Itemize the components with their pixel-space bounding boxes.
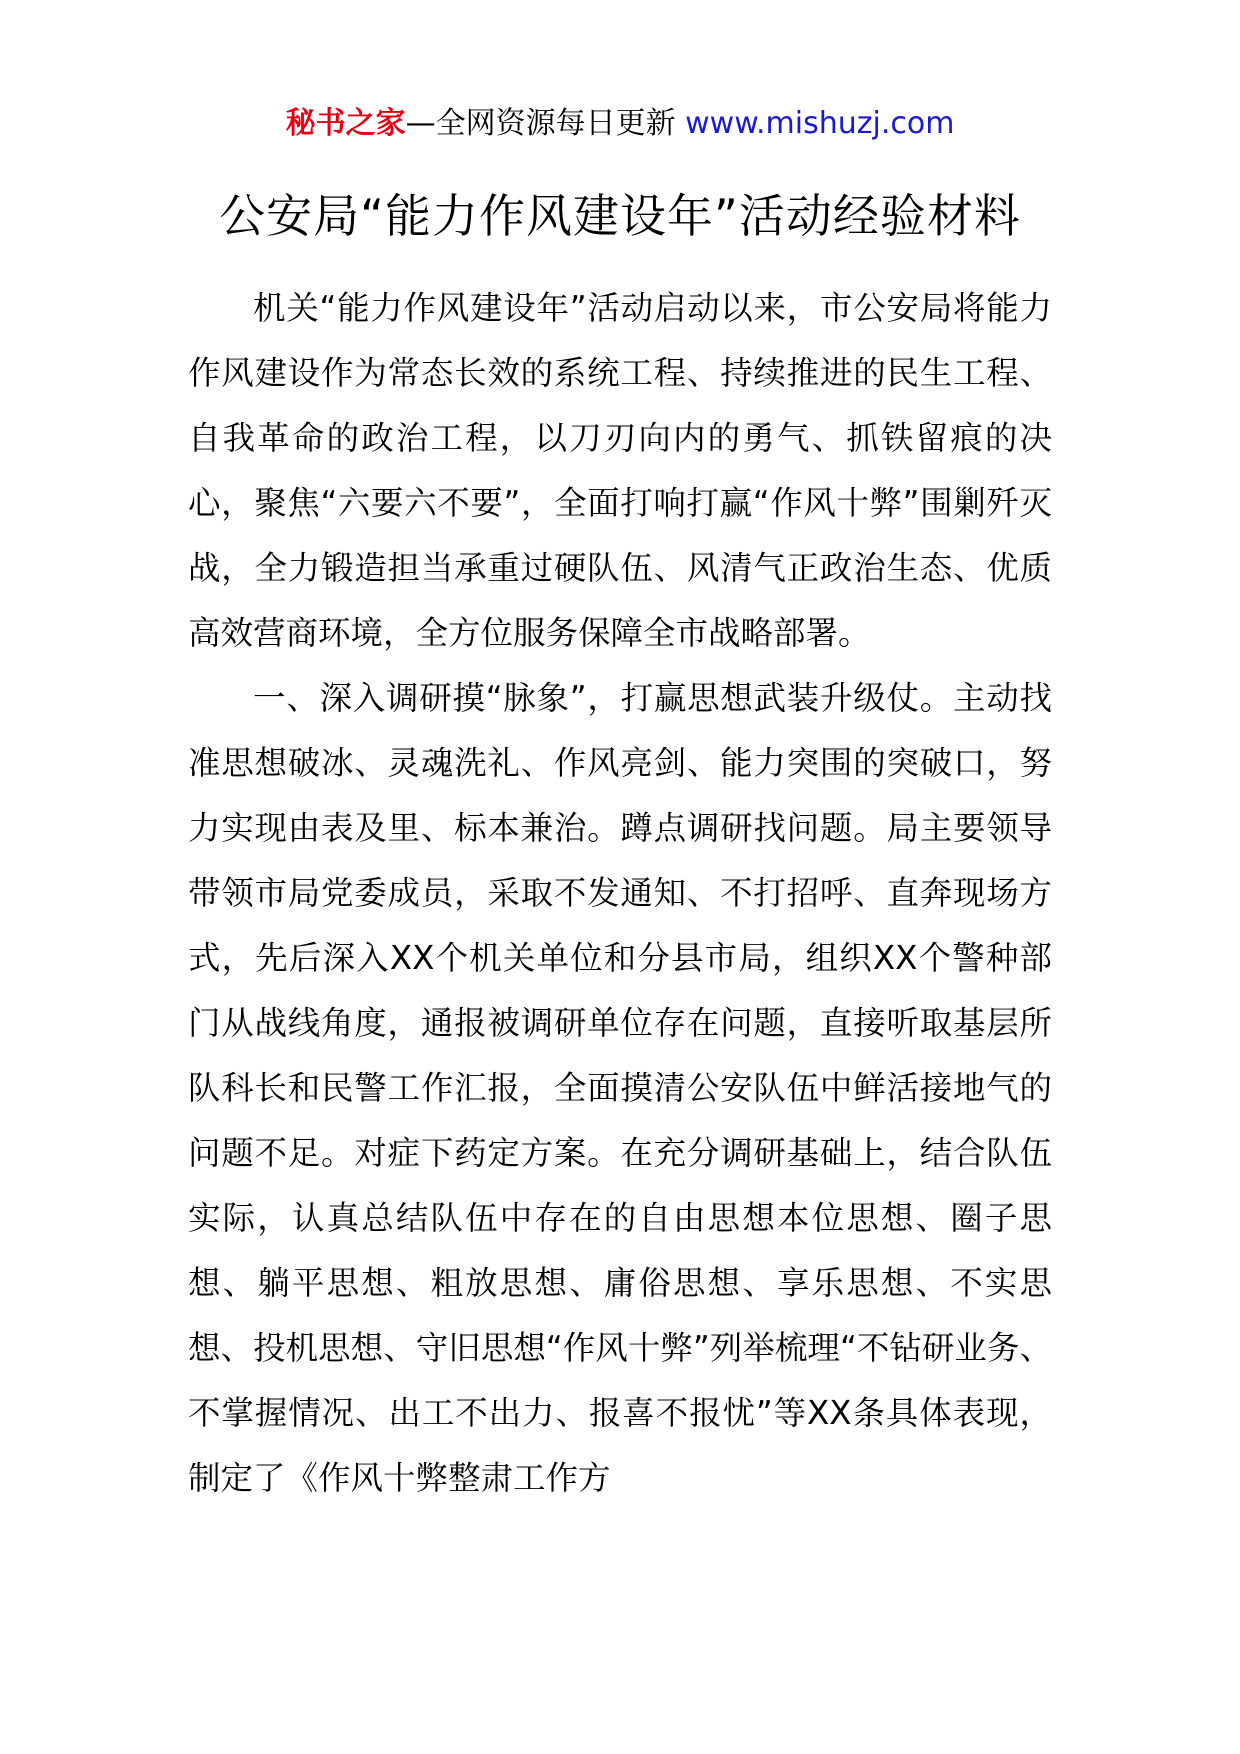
site-header xyxy=(0,102,1240,146)
intro-paragraph: 机关“能力作风建设年”活动启动以来，市公安局将能力作风建设作为常态长效的系统工程、持续推进的民生工程、自我革命的政治工程，以刀刃向内的勇气、抓铁留痕的决心，聚焦“六要六不要”，全面打响打赢“作风十弊”围剿歼灭战，全力锻造担当承重过硬队伍、风清气正政治生态、优质高效营商环境，全方位服务保障全市战略部署。 xyxy=(188,289,1052,652)
document-title: 公安局“能力作风建设年”活动经验材料 xyxy=(219,189,1021,243)
site-url-link[interactable]: www.mishuzj.com xyxy=(685,106,955,141)
brand-name: 秘书之家 xyxy=(285,106,406,141)
section-one-paragraph: 一、深入调研摸“脉象”，打赢思想武装升级仗。主动找准思想破冰、灵魂洗礼、作风亮剑、能力突围的突破口，努力实现由表及里、标本兼治。蹲点调研找问题。局主要领导带领市局党委成员，采取不发通知、不打招呼、直奔现场方式，先后深入XX个机关单位和分县市局，组织XX个警种部门从战线角度，通报被调研单位存在问题，直接听取基层所队科长和民警工作汇报，全面摸清公安队伍中鲜活接地气的问题不足。对症下药定方案。在充分调研基础上，结合队伍实际，认真总结队伍中存在的自由思想本位思想、圈子思想、躺平思想、粗放思想、庸俗思想、享乐思想、不实思想、投机思想、守旧思想“作风十弊”列举梳理“不钻研业务、不掌握情况、出工不出力、报喜不报忧”等XX条具体表现，制定了《作风十弊整肃工作方 xyxy=(188,679,1052,1497)
header-tagline: —全网资源每日更新 xyxy=(405,106,676,141)
document-body xyxy=(188,276,1052,1511)
